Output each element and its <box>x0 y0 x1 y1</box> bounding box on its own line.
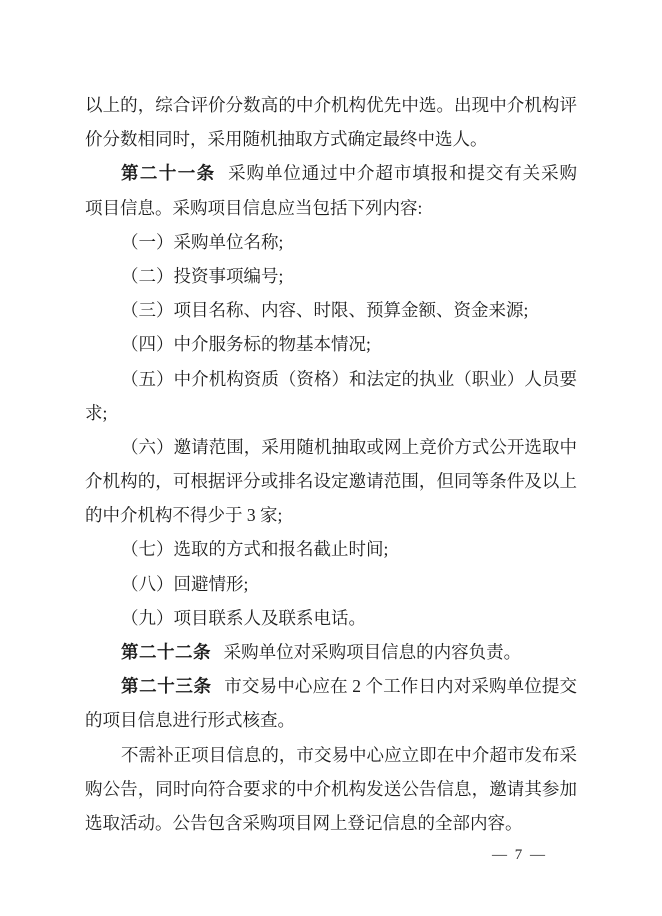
line-text: 采购单位通过中介超市填报和提交有关采购 <box>228 163 578 184</box>
document-line: 的项目信息进行形式核查。 <box>85 710 295 731</box>
document-line: （九）项目联系人及联系电话。 <box>121 607 366 628</box>
document-body <box>85 88 577 840</box>
document-line: （三）项目名称、内容、时限、预算金额、资金来源; <box>121 300 529 321</box>
line-text: 市交易中心应在 2 个工作日内对采购单位提交 <box>224 676 578 697</box>
document-line: 价分数相同时，采用随机抽取方式确定最终中选人。 <box>85 129 488 150</box>
article-number: 第二十一条 <box>121 163 216 184</box>
document-line: 以上的，综合评价分数高的中介机构优先中选。出现中介机构评 <box>85 95 577 115</box>
document-line: （八）回避情形; <box>121 573 249 594</box>
article-number: 第二十三条 <box>121 676 212 697</box>
document-line <box>85 635 577 669</box>
document-line: （七）选取的方式和报名截止时间; <box>121 539 389 560</box>
document-line: （六）邀请范围，采用随机抽取或网上竞价方式公开选取中 <box>121 436 577 457</box>
page-number: — 7 — <box>492 847 547 863</box>
document-line: 介机构的，可根据评分或排名设定邀请范围，但同等条件及以上 <box>85 471 577 492</box>
document-line: 选取活动。公告包含采购项目网上登记信息的全部内容。 <box>85 812 523 833</box>
document-line: （一）采购单位名称; <box>121 231 284 252</box>
document-line: 的中介机构不得少于 3 家; <box>85 505 283 526</box>
document-line: （四）中介服务标的物基本情况; <box>121 334 371 355</box>
document-line: 求; <box>85 402 108 423</box>
line-text: 采购单位对采购项目信息的内容负责。 <box>223 642 522 662</box>
document-line: 购公告，同时向符合要求的中介机构发送公告信息，邀请其参加 <box>85 778 577 799</box>
article-number: 第二十二条 <box>121 642 211 662</box>
document-line: （五）中介机构资质（资格）和法定的执业（职业）人员要 <box>121 368 577 389</box>
document-line: 不需补正项目信息的，市交易中心应立即在中介超市发布采 <box>121 744 577 765</box>
document-line: （二）投资事项编号; <box>121 265 284 286</box>
document-line <box>85 669 577 703</box>
document-line: 项目信息。采购项目信息应当包括下列内容: <box>85 197 423 218</box>
document-line <box>85 156 577 190</box>
